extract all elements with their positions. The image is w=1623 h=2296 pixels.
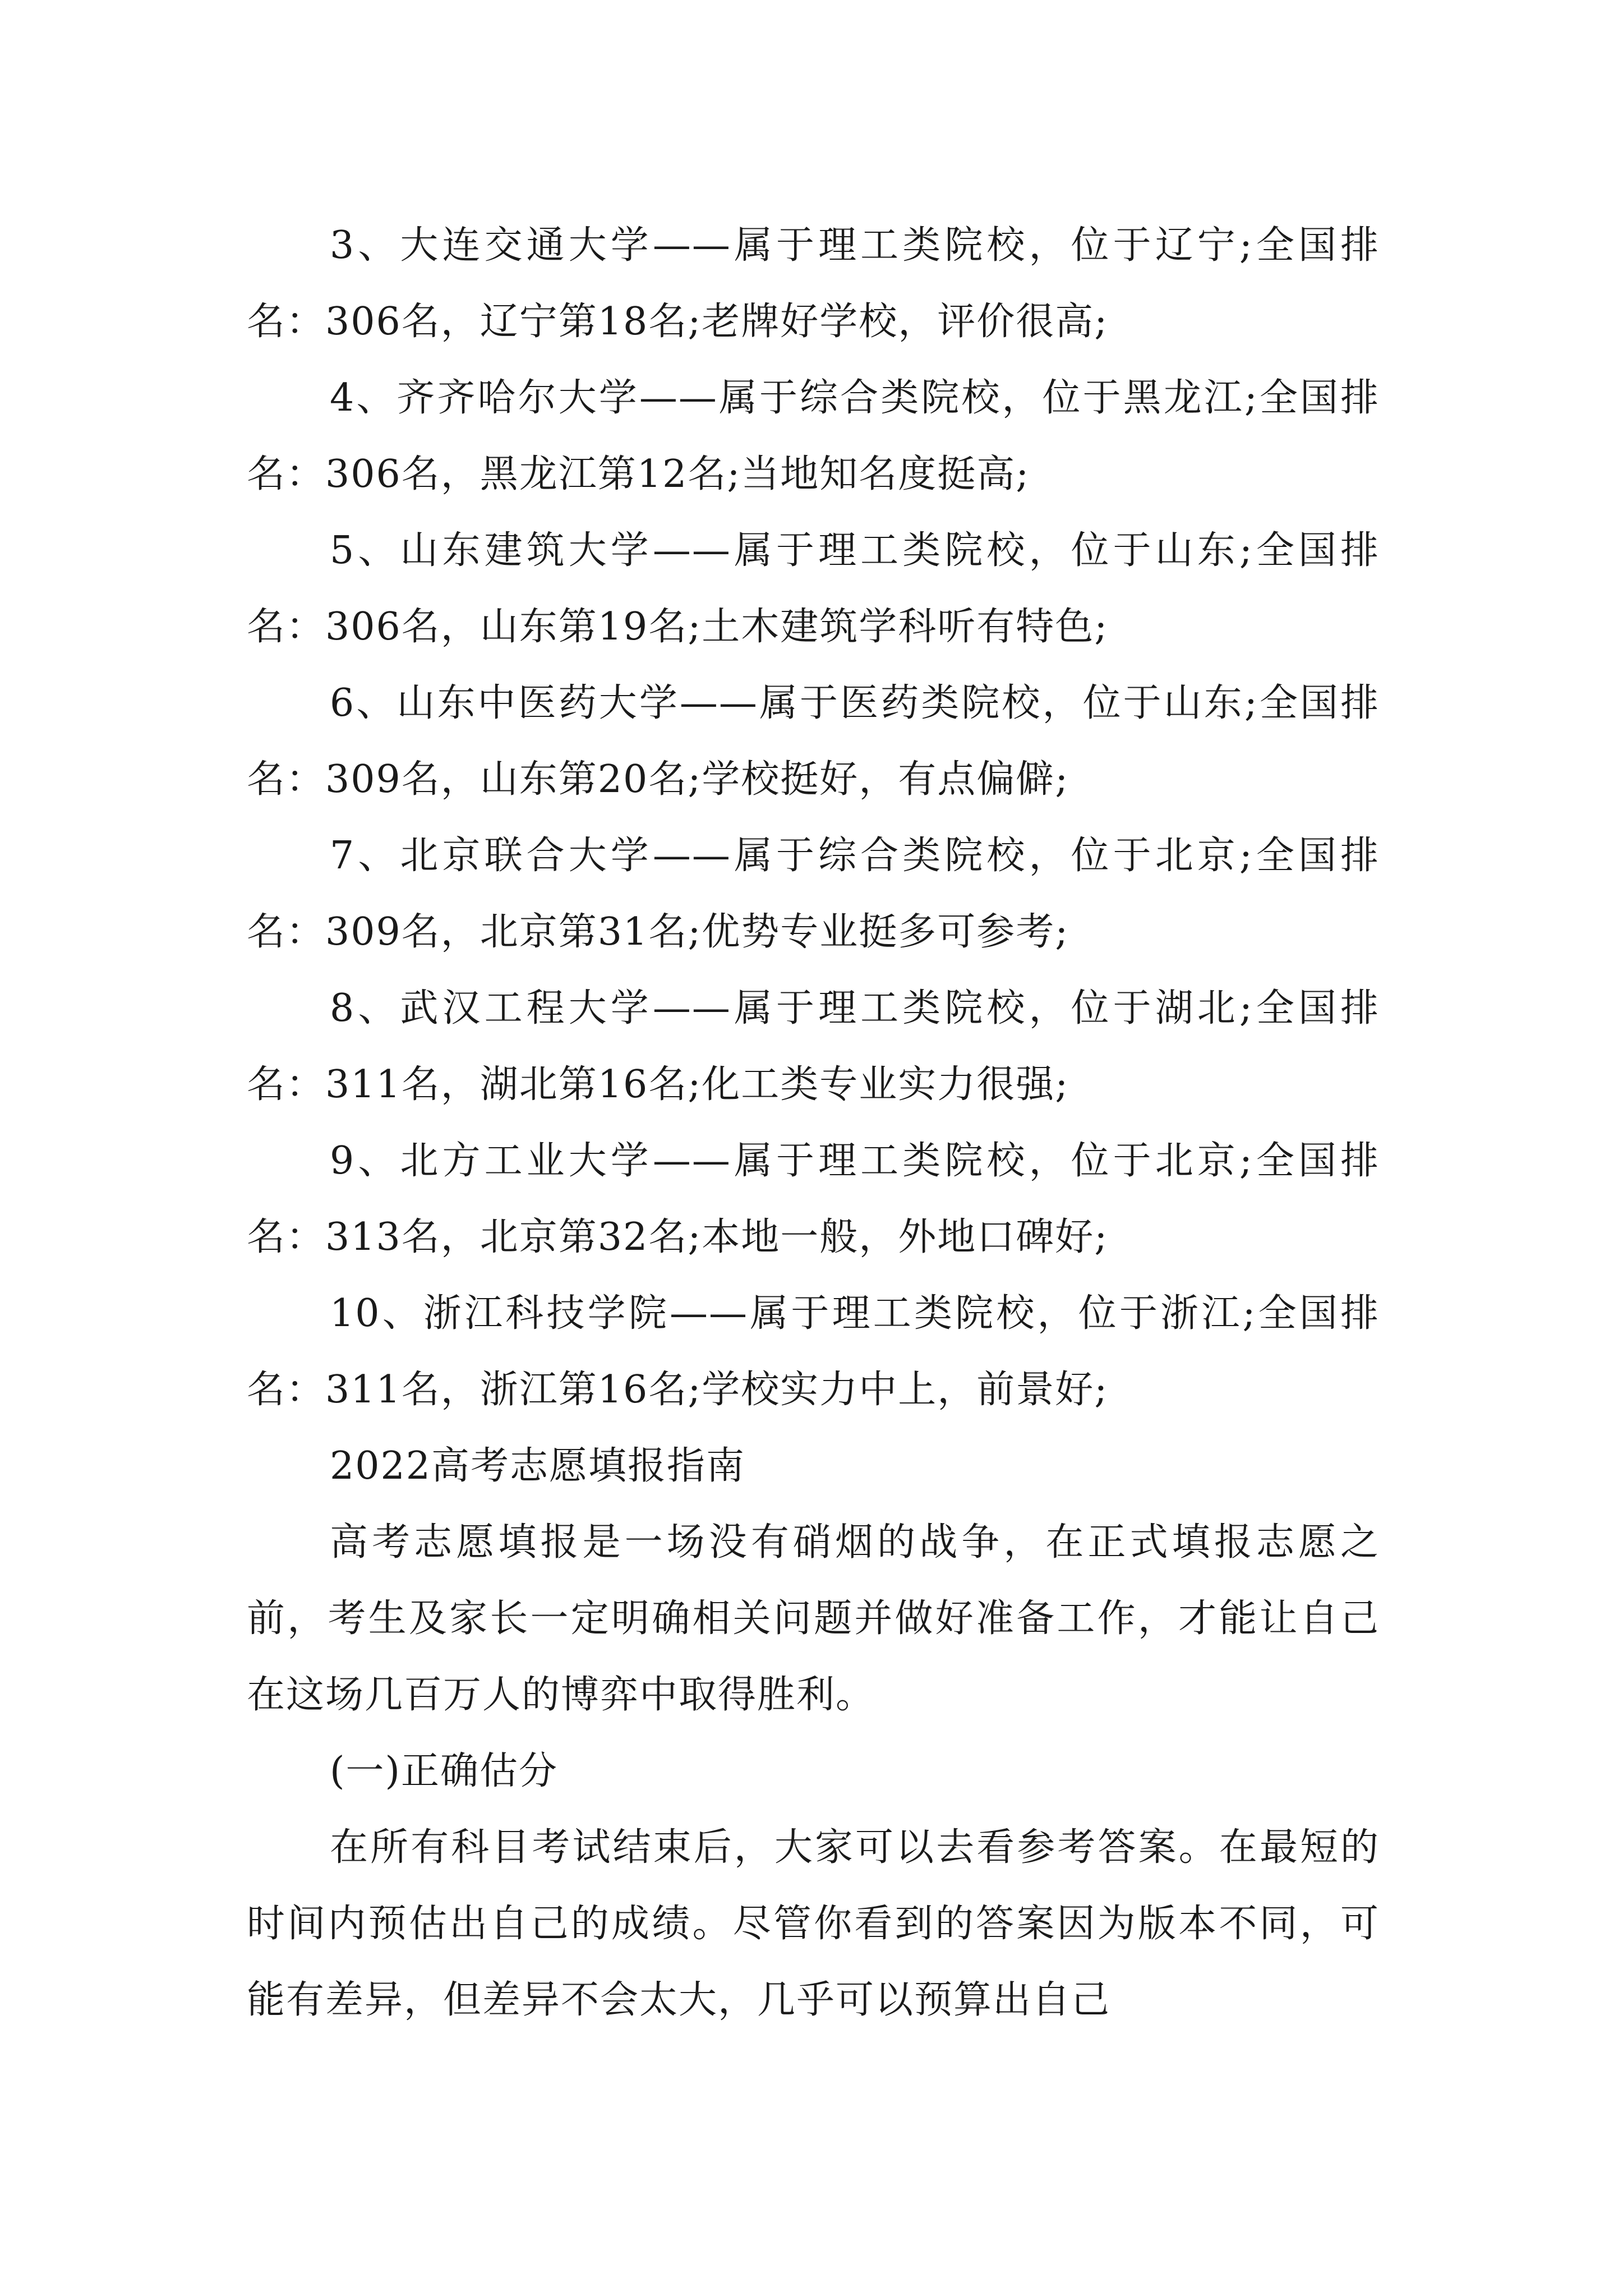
university-item-9: 9、北方工业大学——属于理工类院校，位于北京;全国排名：313名，北京第32名;本地一般，外地口碑好; <box>247 1139 1380 1259</box>
document-body <box>247 208 1380 2039</box>
university-item-8: 8、武汉工程大学——属于理工类院校，位于湖北;全国排名：311名，湖北第16名;化工类专业实力很强; <box>247 986 1380 1107</box>
body-paragraph: 在所有科目考试结束后，大家可以去看参考答案。在最短的时间内预估出自己的成绩。尽管你看到的答案因为版本不同，可能有差异，但差异不会太大，几乎可以预算出自己 <box>247 1825 1380 2022</box>
university-item-7: 7、北京联合大学——属于综合类院校，位于北京;全国排名：309名，北京第31名;优势专业挺多可参考; <box>247 834 1380 954</box>
subsection-heading: (一)正确估分 <box>330 1749 559 1793</box>
university-item-6: 6、山东中医药大学——属于医药类院校，位于山东;全国排名：309名，山东第20名;学校挺好，有点偏僻; <box>247 681 1380 802</box>
university-item-5: 5、山东建筑大学——属于理工类院校，位于山东;全国排名：306名，山东第19名;土木建筑学科听有特色; <box>247 528 1380 649</box>
section-heading: 2022高考志愿填报指南 <box>330 1444 746 1488</box>
university-item-4: 4、齐齐哈尔大学——属于综合类院校，位于黑龙江;全国排名：306名，黑龙江第12名;当地知名度挺高; <box>247 376 1380 496</box>
intro-paragraph: 高考志愿填报是一场没有硝烟的战争，在正式填报志愿之前，考生及家长一定明确相关问题并做好准备工作，才能让自己在这场几百万人的博弈中取得胜利。 <box>247 1520 1380 1717</box>
university-item-3: 3、大连交通大学——属于理工类院校，位于辽宁;全国排名：306名，辽宁第18名;老牌好学校，评价很高; <box>247 223 1380 344</box>
university-item-10: 10、浙江科技学院——属于理工类院校，位于浙江;全国排名：311名，浙江第16名;学校实力中上，前景好; <box>247 1291 1380 1412</box>
